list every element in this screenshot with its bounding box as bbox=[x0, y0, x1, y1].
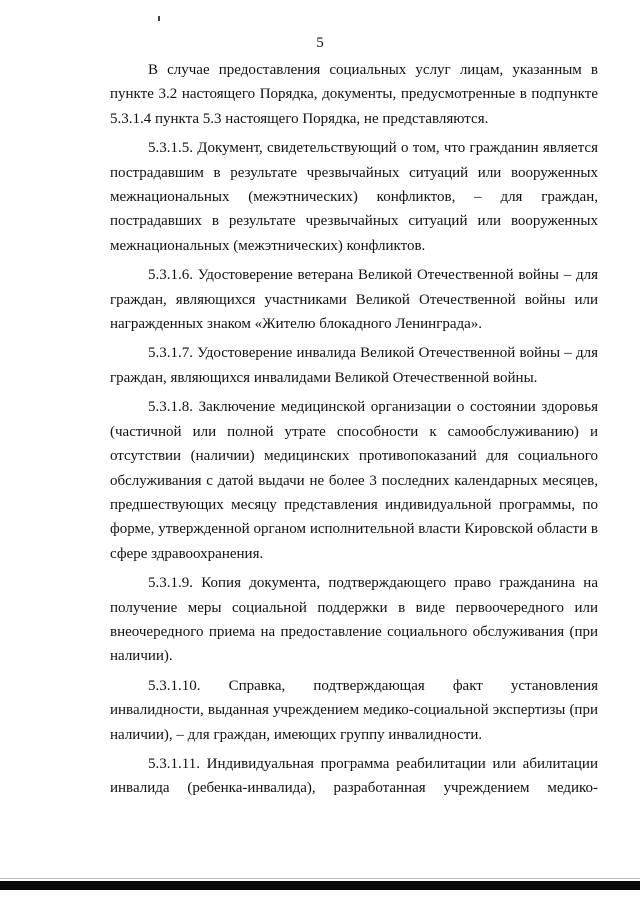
paragraph-5-3-1-8: 5.3.1.8. Заключение медицинской организации о состоянии здоровья (частичной или полной утрате способности к самообслуживанию) и отсутствии (наличии) медицинских противопоказаний для социального обслуживания с датой выдачи не более 3 последних календарных месяцев, предшествующих месяцу представления индивидуальной программы, по форме, утвержденной органом исполнительной власти Кировской области в сфере здравоохранения. bbox=[110, 399, 598, 562]
paragraph-5-3-1-5: 5.3.1.5. Документ, свидетельствующий о том, что гражданин является пострадавшим в результате чрезвычайных ситуаций или вооруженных межнациональных (межэтнических) конфликтов, – для граждан, пострадавших в результате чрезвычайных ситуаций или вооруженных межнациональных (межэтнических) конфликтов. bbox=[110, 140, 598, 254]
page-number: 5 bbox=[316, 35, 324, 51]
scan-artifact-mark bbox=[158, 16, 160, 21]
paragraph-5-3-1-11: 5.3.1.11. Индивидуальная программа реабилитации или абилитации инвалида (ребенка-инвалида), разработанная учреждением медико- bbox=[110, 755, 598, 797]
scan-edge-line bbox=[0, 878, 640, 879]
paragraph-5-3-1-9: 5.3.1.9. Копия документа, подтверждающего право гражданина на получение меры социальной поддержки в виде первоочередного или внеочередного приема на предоставление социального обслуживания (при наличии). bbox=[110, 575, 598, 665]
paragraph-5-3-1-7: 5.3.1.7. Удостоверение инвалида Великой Отечественной войны – для граждан, являющихся инвалидами Великой Отечественной войны. bbox=[110, 345, 598, 386]
paragraph-5-3-1-6: 5.3.1.6. Удостоверение ветерана Великой Отечественной войны – для граждан, являющихся участниками Великой Отечественной войны или награжденных знаком «Жителю блокадного Ленинграда». bbox=[110, 267, 598, 333]
paragraph-5-3-1-10: 5.3.1.10. Справка, подтверждающая факт установления инвалидности, выданная учреждением медико-социальной экспертизы (при наличии), – для граждан, имеющих группу инвалидности. bbox=[110, 677, 598, 743]
scan-bottom-border bbox=[0, 881, 640, 890]
document-body bbox=[110, 58, 598, 806]
paragraph-intro: В случае предоставления социальных услуг лицам, указанным в пункте 3.2 настоящего Порядка, документы, предусмотренные в подпункте 5.3.1.4 пункта 5.3 настоящего Порядка, не представляются. bbox=[110, 62, 598, 127]
